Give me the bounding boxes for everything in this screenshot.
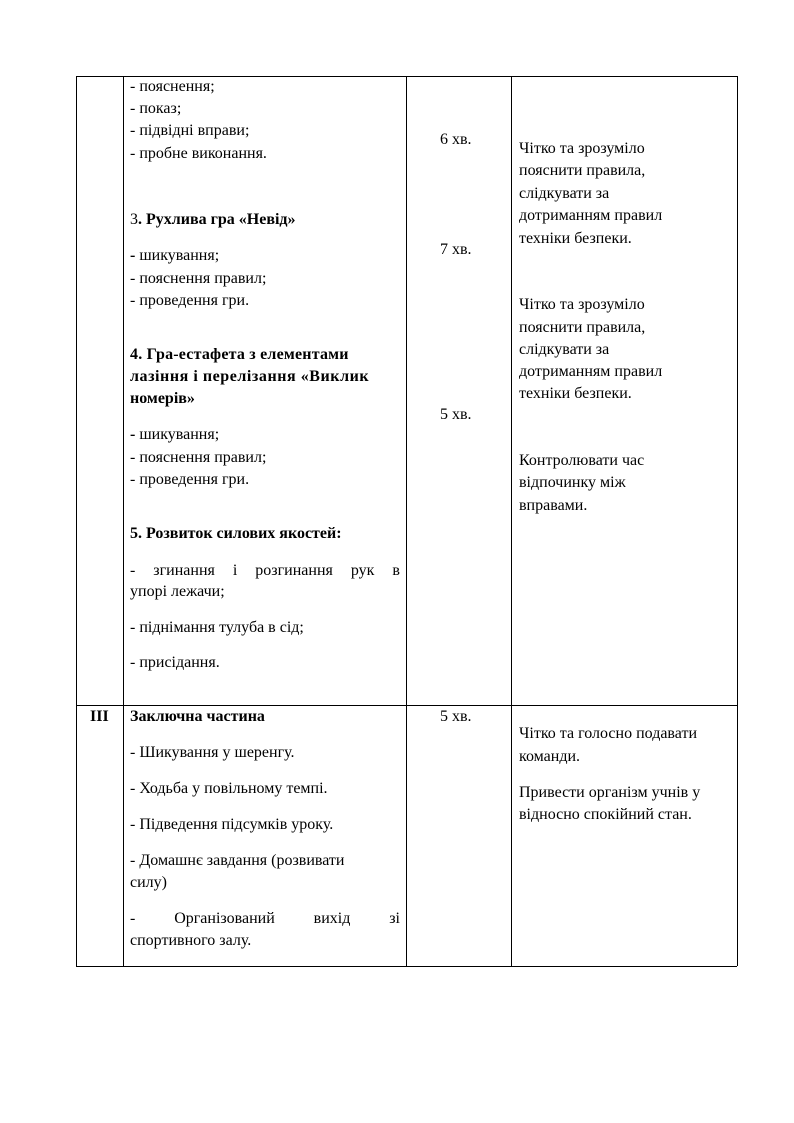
table-left-border	[76, 76, 77, 966]
word: рук	[350, 562, 375, 579]
duration-label: 5 хв.	[440, 708, 472, 725]
note-line: Чітко та голосно подавати	[519, 725, 698, 742]
game-3-item	[130, 245, 219, 267]
method-item: - пробне виконання.	[130, 145, 267, 162]
note-line: дотриманням правил	[519, 363, 663, 380]
note-line: Чітко та зрозуміло	[519, 140, 645, 157]
column-divider-2	[406, 76, 407, 966]
game-4-item: - проведення гри.	[130, 471, 250, 488]
word: згинання	[153, 562, 215, 579]
strength-item-cont: упорі лежачи;	[130, 583, 225, 600]
game-3-item: - проведення гри.	[130, 292, 250, 309]
duration-label: 6 хв.	[440, 131, 472, 148]
note-line: слідкувати за	[519, 185, 610, 202]
strength-item: - присідання.	[130, 654, 220, 671]
strength-item: - піднімання тулуба в сід;	[130, 619, 304, 636]
note-line: пояснити правила,	[519, 319, 646, 336]
game-3-item: - пояснення правил;	[130, 270, 267, 287]
exit-item-cont: спортивного залу.	[130, 932, 252, 949]
method-item: - пояснення;	[130, 78, 215, 95]
homework-line: силу)	[130, 874, 167, 891]
word: вихід	[313, 910, 351, 927]
note-line: дотриманням правил	[519, 207, 663, 224]
note-line: пояснити правила,	[519, 162, 646, 179]
final-item: - Підведення підсумків уроку.	[130, 816, 334, 833]
game-4-title-line: лазіння і перелізання «Виклик	[130, 368, 370, 385]
duration-label: 5 хв.	[440, 406, 472, 423]
section-title: Заключна частина	[130, 708, 265, 725]
bold-dash: -	[130, 247, 136, 264]
method-item: - підвідні вправи;	[130, 122, 250, 139]
word: зі	[389, 910, 400, 927]
duration-label: 7 хв.	[440, 241, 472, 258]
note-line: техніки безпеки.	[519, 230, 632, 247]
note-line: техніки безпеки.	[519, 385, 632, 402]
note-line: Чітко та зрозуміло	[519, 296, 645, 313]
note-line: Привести організм учнів у	[519, 784, 701, 801]
strength-title: 5. Розвиток силових якостей:	[130, 525, 342, 542]
word: і	[232, 562, 238, 579]
game-4-item-text: шикування;	[135, 426, 220, 443]
column-divider-1	[123, 76, 124, 966]
word: -	[130, 910, 136, 927]
game-4-title-line: номерів»	[130, 390, 195, 407]
game-3-number: 3	[130, 211, 138, 228]
homework-line: - Домашнє завдання (розвивати	[130, 852, 345, 869]
strength-item-line	[130, 560, 400, 582]
word: в	[392, 562, 400, 579]
game-4-item: - пояснення правил;	[130, 449, 267, 466]
method-item: - показ;	[130, 100, 182, 117]
note-line: відпочинку між	[519, 474, 626, 491]
note-line: слідкувати за	[519, 341, 610, 358]
game-3-name: . Рухлива гра «Невід»	[138, 211, 296, 228]
game-4-item	[130, 424, 219, 446]
game-3-item-text: шикування;	[135, 247, 220, 264]
note-line: Контролювати час	[519, 452, 645, 469]
final-item: - Шикування у шеренгу.	[130, 744, 295, 761]
word: Організований	[174, 910, 275, 927]
section-number: III	[90, 708, 109, 725]
game-3-title	[130, 209, 296, 231]
column-divider-3	[511, 76, 512, 966]
bold-dash: -	[130, 426, 136, 443]
table-right-border	[737, 76, 738, 966]
note-line: відносно спокійний стан.	[519, 806, 692, 823]
table-bottom-border	[76, 966, 737, 967]
word: -	[130, 562, 136, 579]
word: розгинання	[255, 562, 333, 579]
exit-item-line	[130, 908, 400, 930]
game-4-title-line: 4. Гра-естафета з елементами	[130, 346, 349, 363]
note-line: команди.	[519, 748, 581, 765]
final-item: - Ходьба у повільному темпі.	[130, 780, 328, 797]
note-line: вправами.	[519, 497, 588, 514]
